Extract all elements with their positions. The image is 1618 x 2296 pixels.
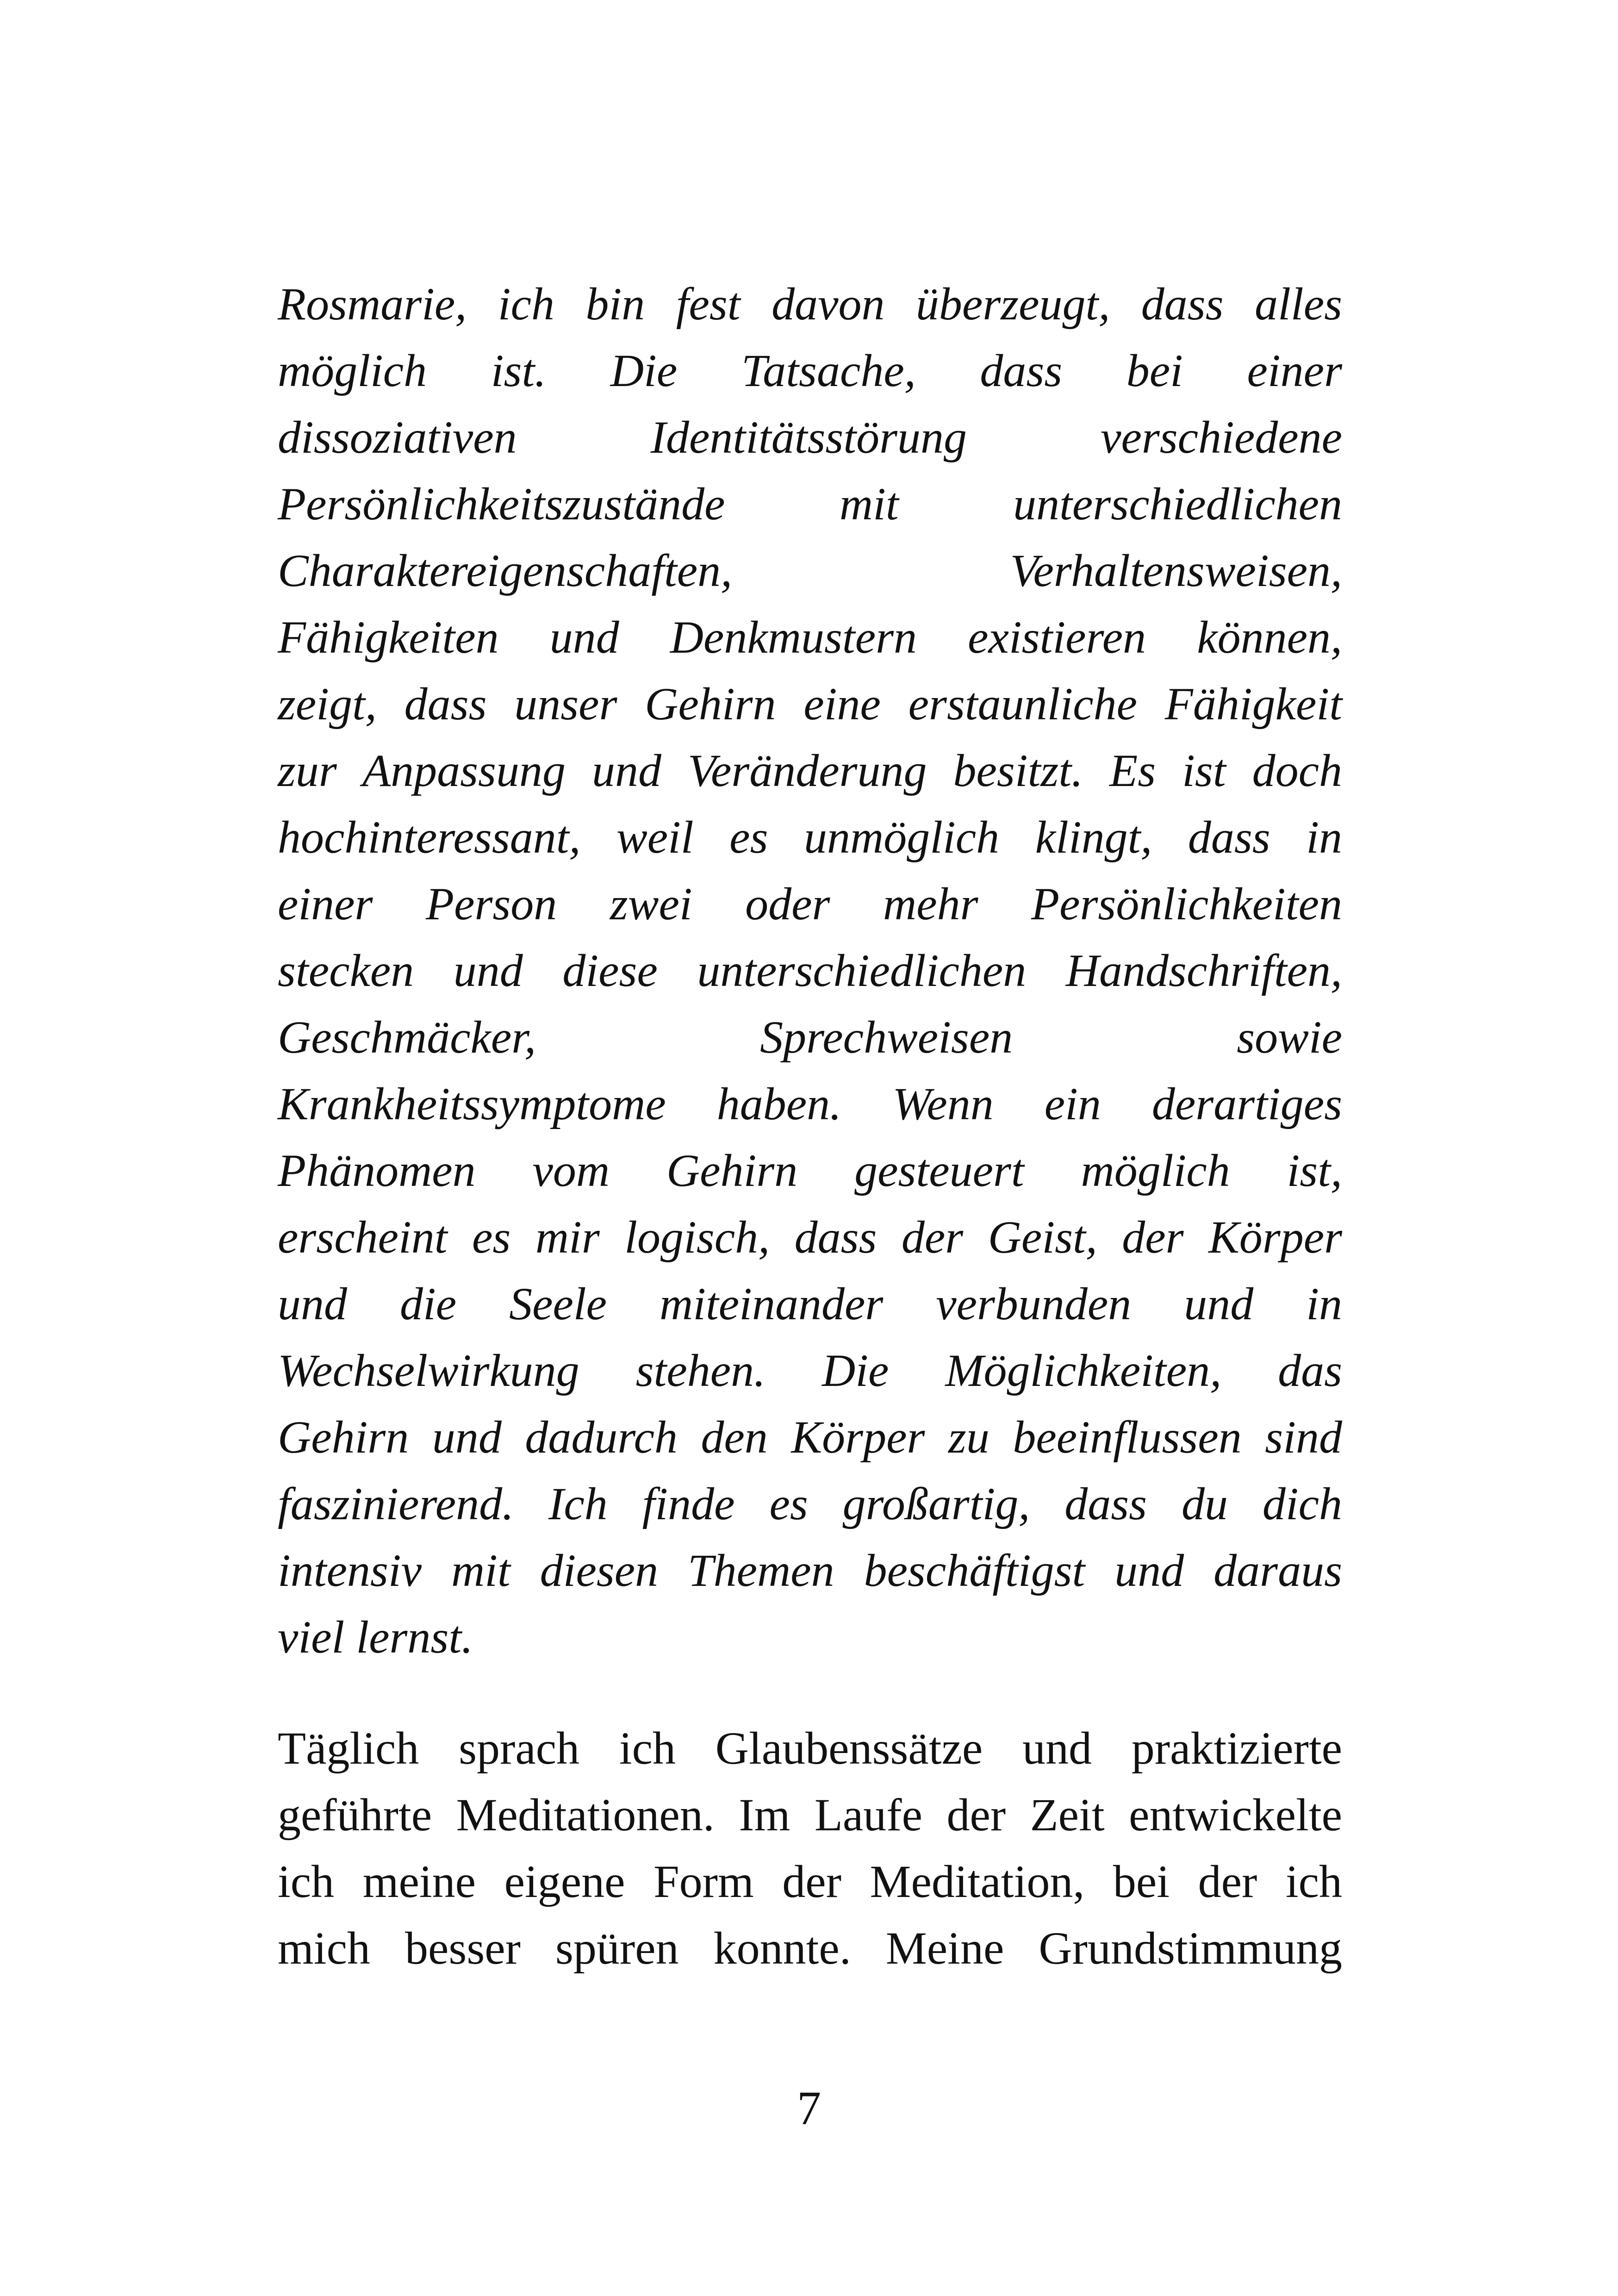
quote-line: faszinierend. Ich finde es großartig, dass du dich xyxy=(278,1478,1342,1529)
quote-line: und die Seele miteinander verbunden und in xyxy=(278,1278,1342,1329)
quote-line: Wechselwirkung stehen. Die Möglichkeiten, das xyxy=(278,1345,1342,1396)
quote-line: hochinteressant, weil es unmöglich klingt, dass in xyxy=(278,811,1342,863)
quote-line: Fähigkeiten und Denkmustern existieren können, xyxy=(278,611,1342,663)
quote-line: viel lernst. xyxy=(278,1611,473,1663)
quote-line: Rosmarie, ich bin fest davon überzeugt, dass alles xyxy=(278,278,1342,330)
quote-line: Charaktereigenschaften, Verhaltensweisen, xyxy=(278,545,1342,596)
narrative-line: Täglich sprach ich Glaubenssätze und praktizierte xyxy=(278,1722,1342,1774)
narrative-paragraph xyxy=(278,1715,1342,1982)
quote-line: Krankheitssymptome haben. Wenn ein derartiges xyxy=(278,1078,1342,1129)
quote-line: möglich ist. Die Tatsache, dass bei einer xyxy=(278,345,1342,396)
quote-line: erscheint es mir logisch, dass der Geist, der Körper xyxy=(278,1211,1342,1263)
quote-line: einer Person zwei oder mehr Persönlichkeiten xyxy=(278,878,1342,930)
narrative-line: geführte Meditationen. Im Laufe der Zeit entwickelte xyxy=(278,1789,1342,1841)
quote-line: Gehirn und dadurch den Körper zu beeinflussen sind xyxy=(278,1411,1342,1463)
quote-line: zeigt, dass unser Gehirn eine erstaunliche Fähigkeit xyxy=(278,678,1342,730)
narrative-line: ich meine eigene Form der Meditation, bei der ich xyxy=(278,1856,1342,1907)
page-number: 7 xyxy=(797,2082,821,2135)
quote-line: zur Anpassung und Veränderung besitzt. Es ist doch xyxy=(278,745,1342,796)
quote-line: Geschmäcker, Sprechweisen sowie xyxy=(278,1011,1342,1063)
quote-line: Persönlichkeitszustände mit unterschiedlichen xyxy=(278,478,1342,530)
quote-line: intensiv mit diesen Themen beschäftigst und daraus xyxy=(278,1545,1342,1596)
quote-line: dissoziativen Identitätsstörung verschiedene xyxy=(278,412,1342,463)
quote-paragraph xyxy=(278,271,1342,1671)
quote-line: Phänomen vom Gehirn gesteuert möglich ist, xyxy=(278,1145,1342,1196)
quote-line: stecken und diese unterschiedlichen Handschriften, xyxy=(278,945,1342,996)
narrative-line: mich besser spüren konnte. Meine Grundstimmung xyxy=(278,1922,1342,1974)
